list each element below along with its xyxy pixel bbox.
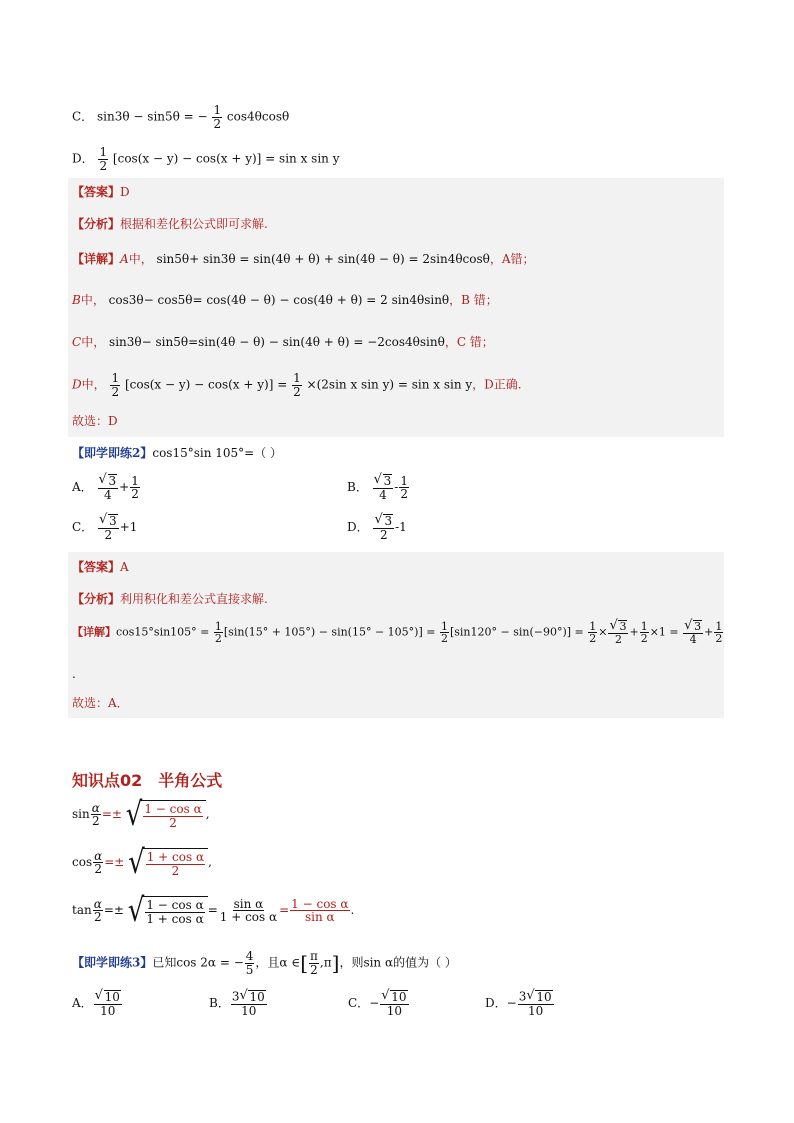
q1-option-c: C． sin3θ − sin5θ = − $\frac{1}{2}$ cos4θcosθ	[72, 103, 290, 131]
q1-answer: 【答案】D	[72, 185, 130, 199]
q3-option-a: A． √ $\frac{10}{10}$	[72, 990, 123, 1017]
q3-option-c: C．− √ $\frac{10}{10}$	[348, 990, 410, 1017]
q1-final: 故选：D	[72, 414, 118, 428]
q1-analysis: 【分析】根据和差化积公式即可求解.	[72, 217, 268, 231]
q1-option-d: D． $\frac{1}{2}$ [cos(x − y) − cos(x + y)] = sin x sin y	[72, 145, 340, 173]
half-angle-cos: cos $\frac{\alpha}{2}$ =± √ $\frac{\text{1 + cos α}}{2}$ ,	[72, 843, 212, 882]
q2-detail: 【详解】cos15°sin105° = $\frac{1}{2}$ [sin(15° + 105°) − sin(15° − 105°)] = $\frac{1}{2}$ [sin120° − sin(−90°)] = $\frac{1}{2}$ × √ $\frac{3}{2}$ + $\frac{1}{2}$ ×1 = √ $\frac{3}{4}$ + $\frac{1}{2}$	[72, 620, 724, 645]
q2-option-a: A． √ $\frac{3}{4}$ + $\frac{1}{2}$	[72, 474, 141, 501]
q1-detail-c: C中， sin3θ− sin5θ=sin(4θ − θ) − sin(4θ + θ) = −2cos4θsinθ，C 错；	[72, 335, 494, 349]
q2-option-c: C． √ $\frac{3}{2}$ +1	[72, 514, 137, 541]
q2-answer: 【答案】A	[72, 560, 129, 574]
q1-detail-b: B中， cos3θ− cos5θ= cos(4θ − θ) − cos(4θ + θ) = 2 sin4θsinθ，B 错；	[72, 293, 498, 307]
q2-analysis: 【分析】利用积化和差公式直接求解.	[72, 592, 268, 606]
q2-dot: .	[72, 667, 76, 681]
q3-stem: 【即学即练3】已知cos 2α = − $\frac{4}{5}$ ，且α ∈[ $\frac{\pi}{2}$ ,π]，则sin α的值为（ ）	[72, 949, 457, 977]
q1-detail-a: 【详解】A中， sin5θ+ sin3θ = sin(4θ + θ) + sin(4θ − θ) = 2sin4θcosθ，A错；	[72, 252, 535, 266]
q2-stem: 【即学即练2】cos15°sin 105°=（ ）	[72, 446, 283, 460]
half-angle-tan: tan $\frac{\alpha}{2}$ =± √ $\frac{\text{1 − cos α}}{\text{1 + cos α}}$ = $\frac{\text{sin α}}{\text{1 + cos α}}$ = $\frac{\text{1 − cos α}}{\text{sin α}}$ .	[72, 891, 355, 930]
q2-final: 故选：A．	[72, 696, 129, 710]
q3-option-d: D．− $\frac{3√ 10}{10}$	[485, 990, 555, 1017]
section-title: 知识点02 半角公式	[72, 771, 223, 790]
q3-option-b: B． $\frac{3√ 10}{10}$	[209, 990, 268, 1017]
q2-option-d: D． √ $\frac{3}{2}$ -1	[347, 514, 407, 541]
q2-option-b: B． √ $\frac{3}{4}$ - $\frac{1}{2}$	[347, 474, 410, 501]
half-angle-sin: sin $\frac{\alpha}{2}$ =± √ $\frac{\text{1 − cos α}}{2}$ ,	[72, 795, 210, 834]
q1-detail-d: D中， $\frac{1}{2}$ [cos(x − y) − cos(x + y)] = $\frac{1}{2}$ ×(2sin x sin y) = sin x sin y，D正确.	[72, 371, 522, 399]
